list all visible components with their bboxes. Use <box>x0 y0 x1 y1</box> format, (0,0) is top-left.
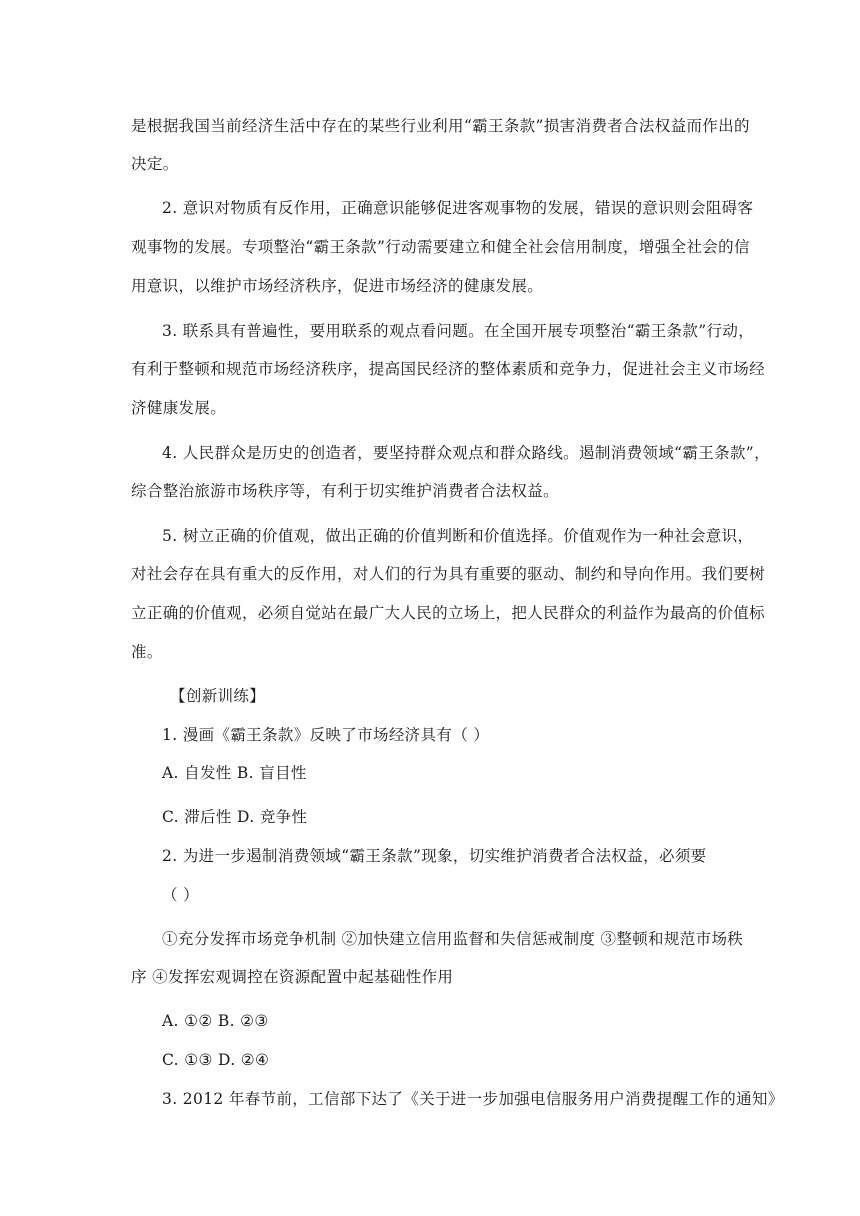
question-2-stem: 2. 为进一步遏制消费领域“霸王条款”现象，切实维护消费者合法权益，必须要 <box>162 847 707 865</box>
paragraph-3-line-3: 济健康发展。 <box>131 399 227 417</box>
question-1-options-ab: A. 自发性 B. 盲目性 <box>162 764 307 782</box>
paragraph-5-line-4: 准。 <box>131 643 163 661</box>
question-2-options-cd: C. ①③ D. ②④ <box>162 1051 270 1069</box>
paragraph-2-line-2: 观事物的发展。专项整治“霸王条款”行动需要建立和健全社会信用制度，增强全社会的信 <box>131 238 750 256</box>
question-2-bracket: （ ） <box>162 886 199 904</box>
section-heading: 【创新训练】 <box>170 687 266 705</box>
question-1-options-cd: C. 滞后性 D. 竞争性 <box>162 808 308 826</box>
paragraph-5-line-2: 对社会存在具有重大的反作用，对人们的行为具有重要的驱动、制约和导向作用。我们要树 <box>131 565 766 583</box>
paragraph-5-line-3: 立正确的价值观，必须自觉站在最广大人民的立场上，把人民群众的利益作为最高的价值标 <box>131 604 766 622</box>
paragraph-1-line-2: 决定。 <box>131 155 179 173</box>
paragraph-2-line-1: 2. 意识对物质有反作用，正确意识能够促进客观事物的发展，错误的意识则会阻碍客 <box>162 199 754 217</box>
paragraph-4-line-2: 综合整治旅游市场秩序等，有利于切实维护消费者合法权益。 <box>131 482 559 500</box>
question-2-items-line-2: 序 ④发挥宏观调控在资源配置中起基础性作用 <box>131 968 454 986</box>
question-2-items-line-1: ①充分发挥市场竞争机制 ②加快建立信用监督和失信惩戒制度 ③整顿和规范市场秩 <box>162 930 744 948</box>
question-1-stem: 1. 漫画《霸王条款》反映了市场经济具有（ ） <box>162 726 490 744</box>
paragraph-4-line-1: 4. 人民群众是历史的创造者，要坚持群众观点和群众路线。遏制消费领域“霸王条款”， <box>162 444 770 462</box>
paragraph-1-line-1: 是根据我国当前经济生活中存在的某些行业利用“霸王条款”损害消费者合法权益而作出的 <box>131 117 750 135</box>
question-3-stem: 3. 2012 年春节前，工信部下达了《关于进一步加强电信服务用户消费提醒工作的通知》 <box>162 1090 784 1108</box>
paragraph-2-line-3: 用意识，以维护市场经济秩序，促进市场经济的健康发展。 <box>131 277 544 295</box>
paragraph-3-line-2: 有利于整顿和规范市场经济秩序，提高国民经济的整体素质和竞争力，促进社会主义市场经 <box>131 360 766 378</box>
paragraph-3-line-1: 3. 联系具有普遍性，要用联系的观点看问题。在全国开展专项整治“霸王条款”行动， <box>162 322 755 340</box>
paragraph-5-line-1: 5. 树立正确的价值观，做出正确的价值判断和价值选择。价值观作为一种社会意识， <box>162 527 754 545</box>
question-2-options-ab: A. ①② B. ②③ <box>162 1012 269 1030</box>
